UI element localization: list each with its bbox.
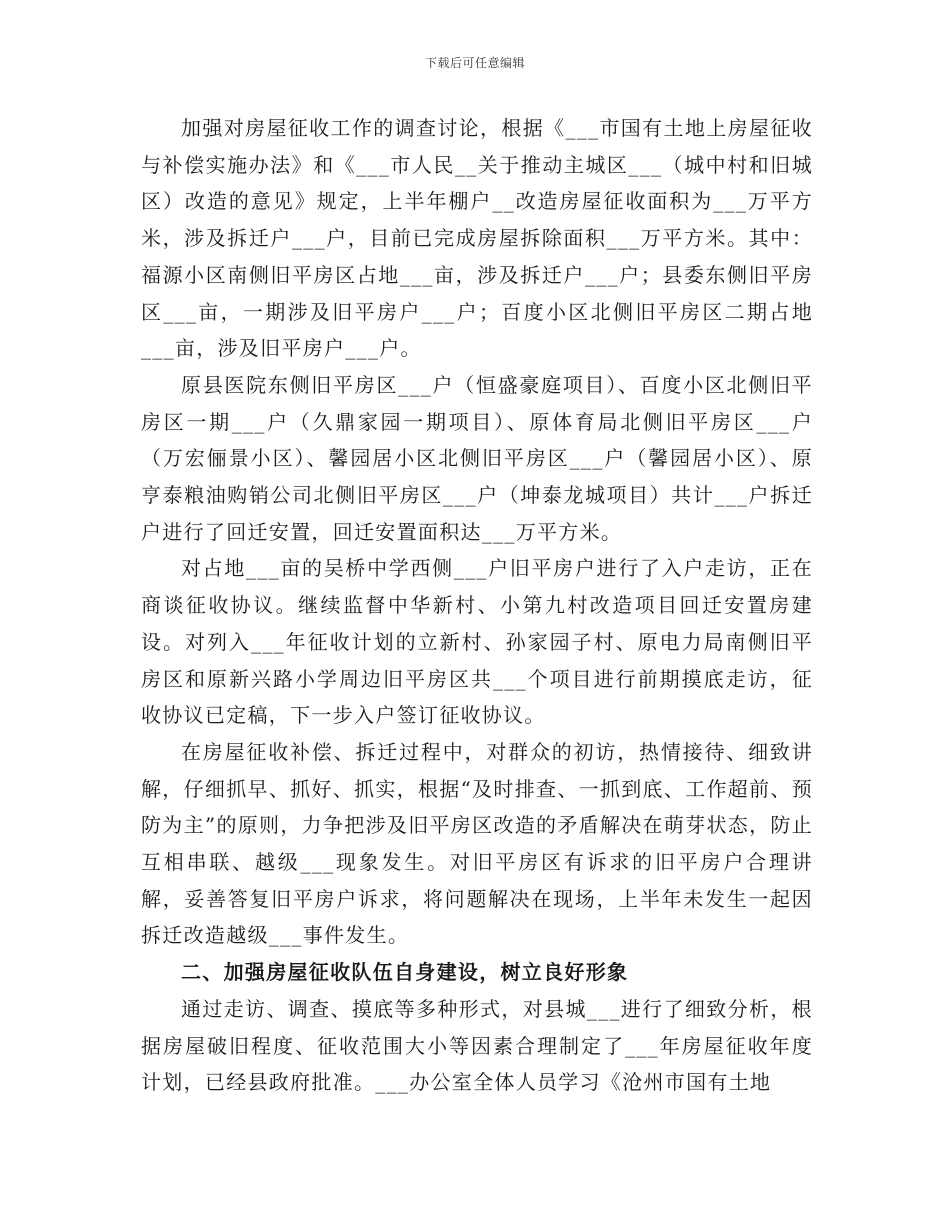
- page-header: 下载后可任意编辑: [424, 56, 525, 70]
- section-heading: 二、加强房屋征收队伍自身建设，树立良好形象: [181, 960, 629, 985]
- body-paragraph: 原县医院东侧旧平房区___户（恒盛豪庭项目）、百度小区北侧旧平房区一期___户（久鼎家园一期项目）、原体育局北侧旧平房区___户（万宏俪景小区）、馨园居小区北侧旧平房区___户（馨园居小区）、原亨泰粮油购销公司北侧旧平房区___户（坤泰龙城项目）共计___户拆迁户进行了回迁安置，回迁安置面积达___万平方米。: [141, 372, 813, 544]
- body-paragraph: 在房屋征收补偿、拆迁过程中，对群众的初访，热情接待、细致讲解，仔细抓早、抓好、抓实，根据“及时排查、一抓到底、工作超前、预防为主”的原则，力争把涉及旧平房区改造的矛盾解决在萌芽状态，防止互相串联、越级___现象发生。对旧平房区有诉求的旧平房户合理讲解，妥善答复旧平房户诉求，将问题解决在现场，上半年未发生一起因拆迁改造越级___事件发生。: [141, 739, 813, 948]
- body-paragraph: 对占地___亩的吴桥中学西侧___户旧平房户进行了入户走访，正在商谈征收协议。继续监督中华新村、小第九村改造项目回迁安置房建设。对列入___年征收计划的立新村、孙家园子村、原电力局南侧旧平房区和原新兴路小学周边旧平房区共___个项目进行前期摸底走访，征收协议已定稿，下一步入户签订征收协议。: [141, 556, 813, 728]
- body-paragraph: 通过走访、调查、摸底等多种形式，对县城___进行了细致分析，根据房屋破旧程度、征收范围大小等因素合理制定了___年房屋征收年度计划，已经县政府批准。___办公室全体人员学习《沧州市国有土地: [141, 996, 813, 1095]
- document-body: [141, 110, 813, 1101]
- body-paragraph: 加强对房屋征收工作的调查讨论，根据《___市国有土地上房屋征收与补偿实施办法》和《___市人民__关于推动主城区___（城中村和旧城区）改造的意见》规定，上半年棚户__改造房屋征收面积为___万平方米，涉及拆迁户___户，目前已完成房屋拆除面积___万平方米。其中：福源小区南侧旧平房区占地___亩，涉及拆迁户___户；县委东侧旧平房区___亩，一期涉及旧平房户___户；百度小区北侧旧平房区二期占地___亩，涉及旧平房户___户。: [141, 116, 813, 361]
